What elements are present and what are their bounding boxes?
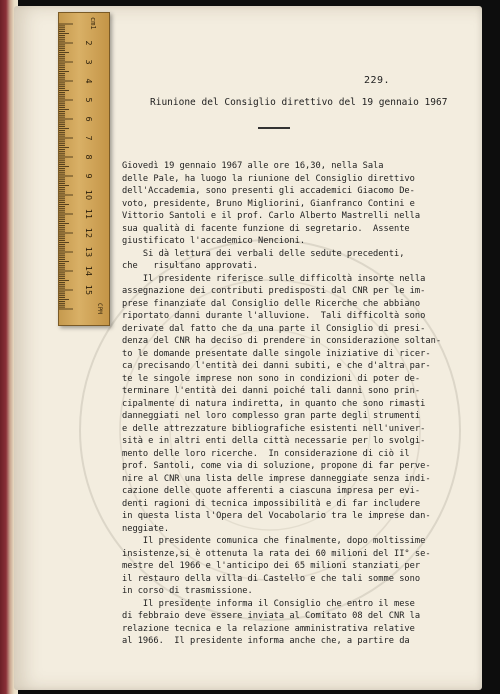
ruler-number: 12 <box>84 227 93 239</box>
body-line: insistenze,si è ottenuta la rata dei 60 milioni del II° se- <box>122 548 431 559</box>
body-line: in questa lista l'Opera del Vocabolario tra le imprese dan- <box>122 511 431 521</box>
body-line: Il presidente riferisce sulle difficoltà insorte nella <box>122 273 426 284</box>
body-line: giustificato l'accademico Nencioni. <box>122 236 306 246</box>
body-line: ca precisando l'entità dei danni subiti, e che d'altra par- <box>122 361 431 371</box>
body-line: dell'Accademia, sono presenti gli accademici Giacomo De- <box>122 186 415 196</box>
body-line: denti ragioni di tecnica impossibilità e di far includere <box>122 498 421 509</box>
ruler-number: 5 <box>84 97 93 103</box>
body-line: nire al CNR una lista delle imprese danneggiate senza indi- <box>122 473 431 484</box>
body-line: derivate dal fatto che da una parte il Consiglio di presi- <box>122 323 426 334</box>
ruler-number: 6 <box>84 116 93 122</box>
body-line: cipalmente di natura indiretta, in quanto che sono rimasti <box>122 398 426 409</box>
ruler-number: 9 <box>84 173 93 179</box>
ruler-number: 3 <box>84 59 93 65</box>
body-line: danneggiati nel loro complesso gran parte degli strumenti <box>122 411 421 421</box>
measuring-ruler <box>58 12 110 326</box>
body-line: sità e in altri enti della città necessarie per lo svolgi- <box>122 436 426 446</box>
document-body <box>122 160 442 648</box>
body-line: relazione tecnica e la relazione amministrativa relative <box>122 623 415 634</box>
ruler-unit-label: cm1 <box>89 17 97 30</box>
body-line: Si dà lettura dei verbali delle sedute precedenti, <box>122 248 405 259</box>
body-line: denza del CNR ha deciso di prendere in considerazione soltan- <box>122 336 442 346</box>
body-line: e delle attrezzature bibliografiche esistenti nell'univer- <box>122 423 426 434</box>
body-line: Vittorio Santoli e il prof. Carlo Alberto Mastrelli nella <box>122 211 421 221</box>
body-line: che risultano approvati. <box>122 261 258 271</box>
ruler-number: 14 <box>84 265 93 277</box>
ruler-number: 10 <box>84 189 93 201</box>
page-number: 229. <box>364 75 391 86</box>
body-line: Il presidente comunica che finalmente, dopo moltissime <box>122 536 426 546</box>
body-line: assegnazione dei contributi predisposti dal CNR per le im- <box>122 286 426 296</box>
body-line: Il presidente informa il Consiglio che entro il mese <box>122 598 415 609</box>
body-line: mento delle loro ricerche. In considerazione di ciò il <box>122 448 410 459</box>
ruler-number: 4 <box>84 78 93 84</box>
body-line: cazione delle quote afferenti a ciascuna impresa per evi- <box>122 486 421 496</box>
body-line: neggiate. <box>122 523 170 534</box>
body-line: sua qualità di facente funzione di segretario. Assente <box>122 223 410 234</box>
body-line: riportato danni durante l'alluvione. Tali difficoltà sono <box>122 311 426 321</box>
title-underline <box>258 127 290 129</box>
body-line: mestre del 1966 e l'anticipo dei 65 milioni stanziati per <box>122 561 421 571</box>
ruler-brand: CPM <box>96 303 103 314</box>
body-line: prese finanziate dal Consiglio delle Ricerche che abbiano <box>122 298 421 309</box>
ruler-scale <box>59 13 109 325</box>
body-line: te le singole imprese non sono in condizioni di poter de- <box>122 373 421 384</box>
body-line: prof. Santoli, come via di soluzione, propone di far perve- <box>122 461 431 471</box>
body-line: voto, presidente, Bruno Migliorini, Gianfranco Contini e <box>122 198 415 209</box>
body-line: terminare l'entità dei danni poiché tali danni sono prin- <box>122 386 421 396</box>
body-line: Giovedì 19 gennaio 1967 alle ore 16,30, nella Sala <box>122 161 384 171</box>
document-title: Riunione del Consiglio direttivo del 19 gennaio 1967 <box>150 97 448 108</box>
body-line: al 1966. Il presidente informa anche che, a partire da <box>122 636 410 646</box>
ruler-number: 8 <box>84 154 93 160</box>
body-line: il restauro della villa di Castello e che tali somme sono <box>122 573 421 584</box>
body-line: to le domande presentate dalle singole iniziative di ricer- <box>122 348 431 359</box>
ruler-number: 11 <box>84 208 93 220</box>
body-line: delle Pale, ha luogo la riunione del Consiglio direttivo <box>122 173 415 184</box>
body-line: in corso di trasmissione. <box>122 586 253 596</box>
ruler-number: 7 <box>84 135 93 141</box>
ruler-number: 13 <box>84 246 93 258</box>
ruler-number: 2 <box>84 40 93 46</box>
ruler-number: 15 <box>84 284 93 296</box>
body-line: di febbraio deve essere inviata al Comitato 08 del CNR la <box>122 611 421 621</box>
